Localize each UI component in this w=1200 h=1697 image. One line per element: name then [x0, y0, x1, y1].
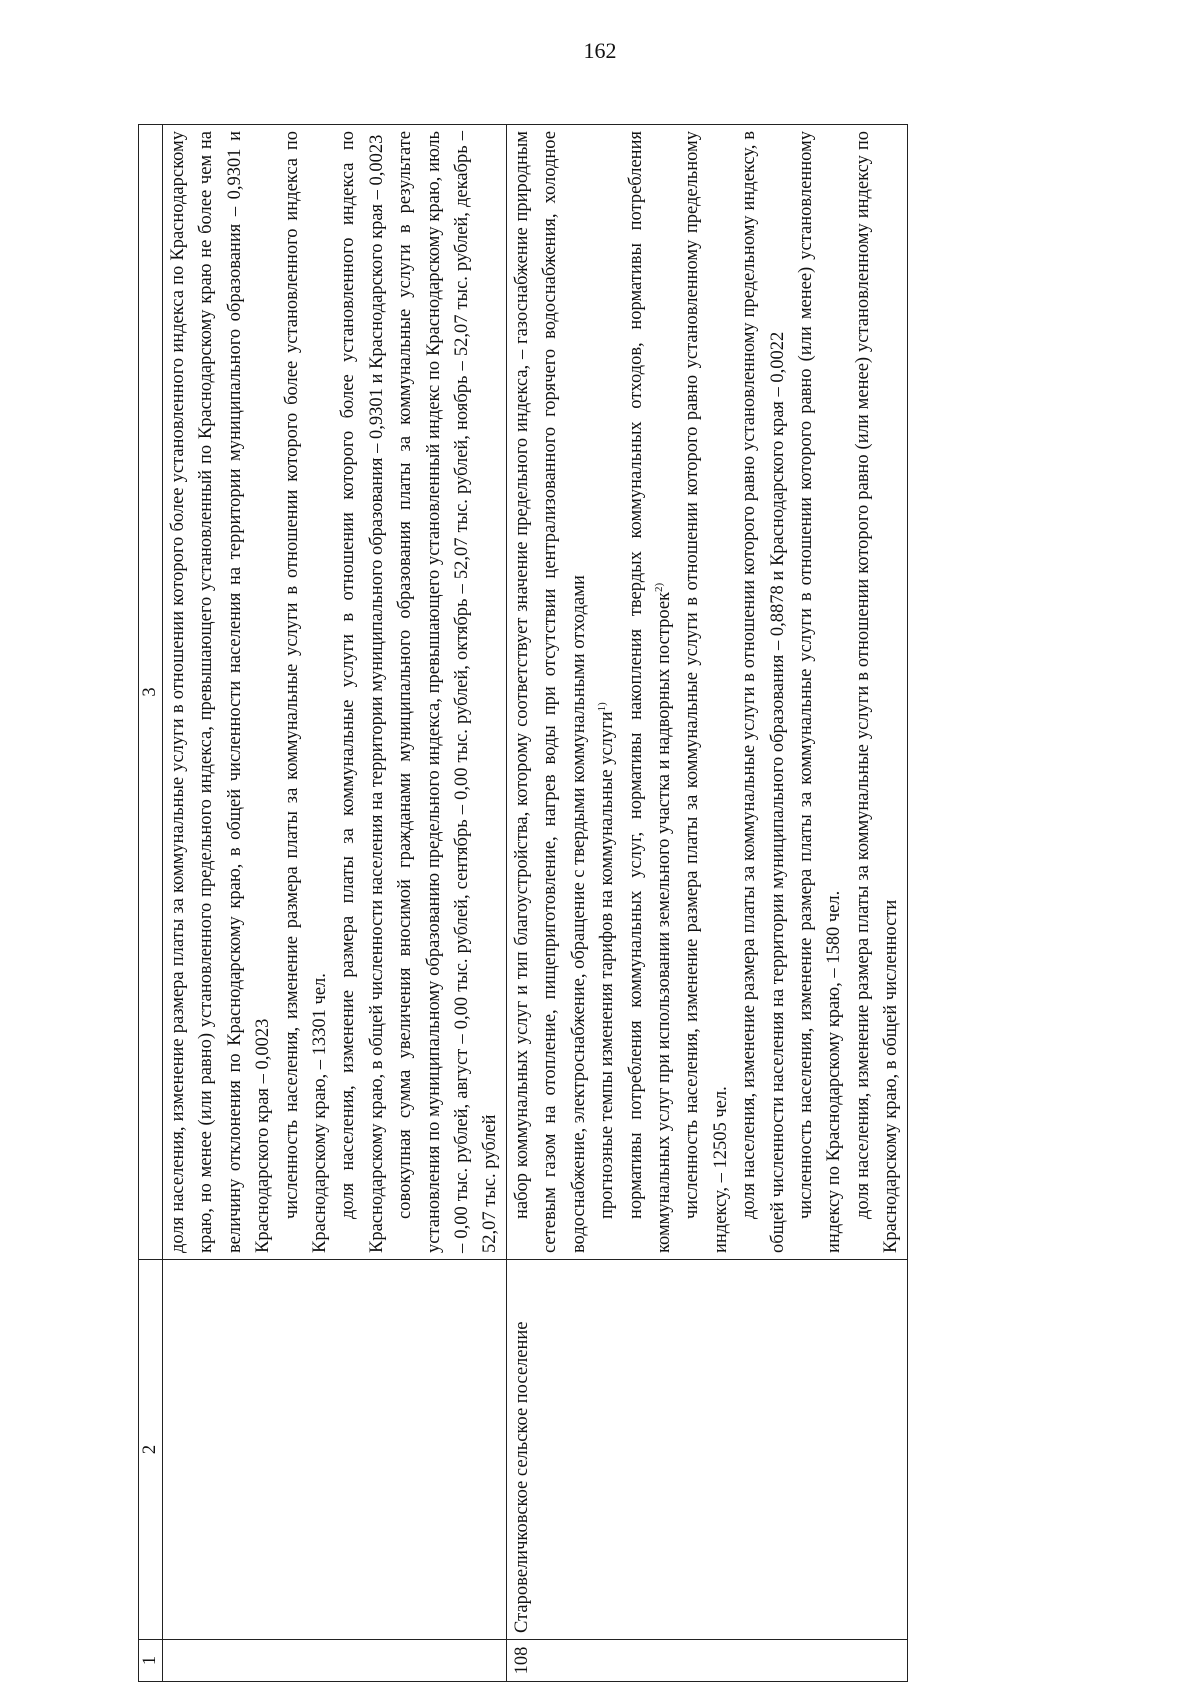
page-number: 162 [583, 38, 617, 63]
indicator-text: прогнозные темпы изменения тарифов на коммунальные услуги [597, 711, 618, 1219]
indicator-paragraph: численность населения, изменение размера платы за коммунальные услуги в отношении которого более установленного индекса по Краснодарскому краю, – 13301 чел. [281, 131, 331, 1253]
indicator-paragraph: совокупная сумма увеличения вносимой гражданами муниципального образования платы за коммунальные услуги в результате установления по муниципальному образованию предельного индекса, превышающего установленный индекс по Краснодарскому краю, июль – 0,00 тыс. рублей, август – 0,00 тыс. рублей, сентябрь – 0,00 тыс. рублей, октябрь – 52,07 тыс. рублей, ноябрь – 52,07 тыс. рублей, декабрь – 52,07 тыс. рублей [395, 131, 501, 1253]
indicator-paragraph: численность населения, изменение размера платы за коммунальные услуги в отношении которого равно установленному предельному индексу, – 12505 чел. [682, 131, 731, 1253]
table-row [163, 125, 507, 1682]
settlement-name [163, 1260, 507, 1640]
indicator-paragraph: доля населения, изменение размера платы за коммунальные услуги в отношении которого равно установленному предельному индексу, в общей численности населения на территории муниципального образования – 0,8878 и Краснодарского края – 0,0022 [739, 131, 788, 1253]
indicator-text: нормативы потребления коммунальных услуг, нормативы накопления твердых коммунальных отходов, нормативы потребления коммунальных услуг при использовании земельного участка и надворных построек [625, 131, 674, 1253]
indicator-paragraph: доля населения, изменение размера платы за коммунальные услуги в отношении которого более установленного индекса по Краснодарскому краю, в общей численности населения на территории муниципального образования – 0,9301 и Краснодарского края – 0,0023 [338, 131, 387, 1253]
header-col-3: 3 [139, 125, 163, 1260]
data-table [138, 124, 908, 1682]
indicators-cell [506, 125, 907, 1260]
row-number [163, 1640, 507, 1682]
indicator-paragraph: численность населения, изменение размера платы за коммунальные услуги в отношении которого равно (или менее) установленному индексу по Краснодарскому краю, – 1580 чел. [795, 131, 845, 1253]
indicator-paragraph: доля населения, изменение размера платы за коммунальные услуги в отношении которого равно (или менее) установленному индексу по Краснодарскому краю, в общей численности [852, 131, 902, 1253]
rotated-table-content [138, 125, 1058, 1682]
footnote-ref: 1) [595, 702, 608, 712]
row-number: 108 [506, 1640, 907, 1682]
indicator-paragraph: набор коммунальных услуг и тип благоустройства, которому соответствует значение предельного индекса, – газоснабжение природным сетевым газом на отопление, пищеприготовление, нагрев воды при отсутствии централизованного горячего водоснабжения, холодное водоснабжение, электроснабжение, обращение с твердыми коммунальными отходами [511, 131, 589, 1253]
table-row [506, 125, 907, 1682]
settlement-name: Старовеличковское сельское поселение [506, 1260, 907, 1640]
indicators-cell [163, 125, 507, 1260]
header-col-1: 1 [139, 1640, 163, 1682]
rotated-table-frame [138, 125, 1200, 1675]
indicator-paragraph: доля населения, изменение размера платы за коммунальные услуги в отношении которого более установленного индекса по Краснодарскому краю, но менее (или равно) установленного предельного индекса, превышающего установленный по Краснодарскому краю не более чем на величину отклонения по Краснодарскому краю, в общей численности населения на территории муниципального образования – 0,9301 и Краснодарского края – 0,0023 [168, 131, 274, 1253]
indicator-paragraph [622, 131, 679, 1253]
indicator-paragraph [593, 131, 621, 1253]
header-col-2: 2 [139, 1260, 163, 1640]
footnote-ref: 2) [652, 582, 665, 592]
table-header-row [139, 125, 163, 1682]
